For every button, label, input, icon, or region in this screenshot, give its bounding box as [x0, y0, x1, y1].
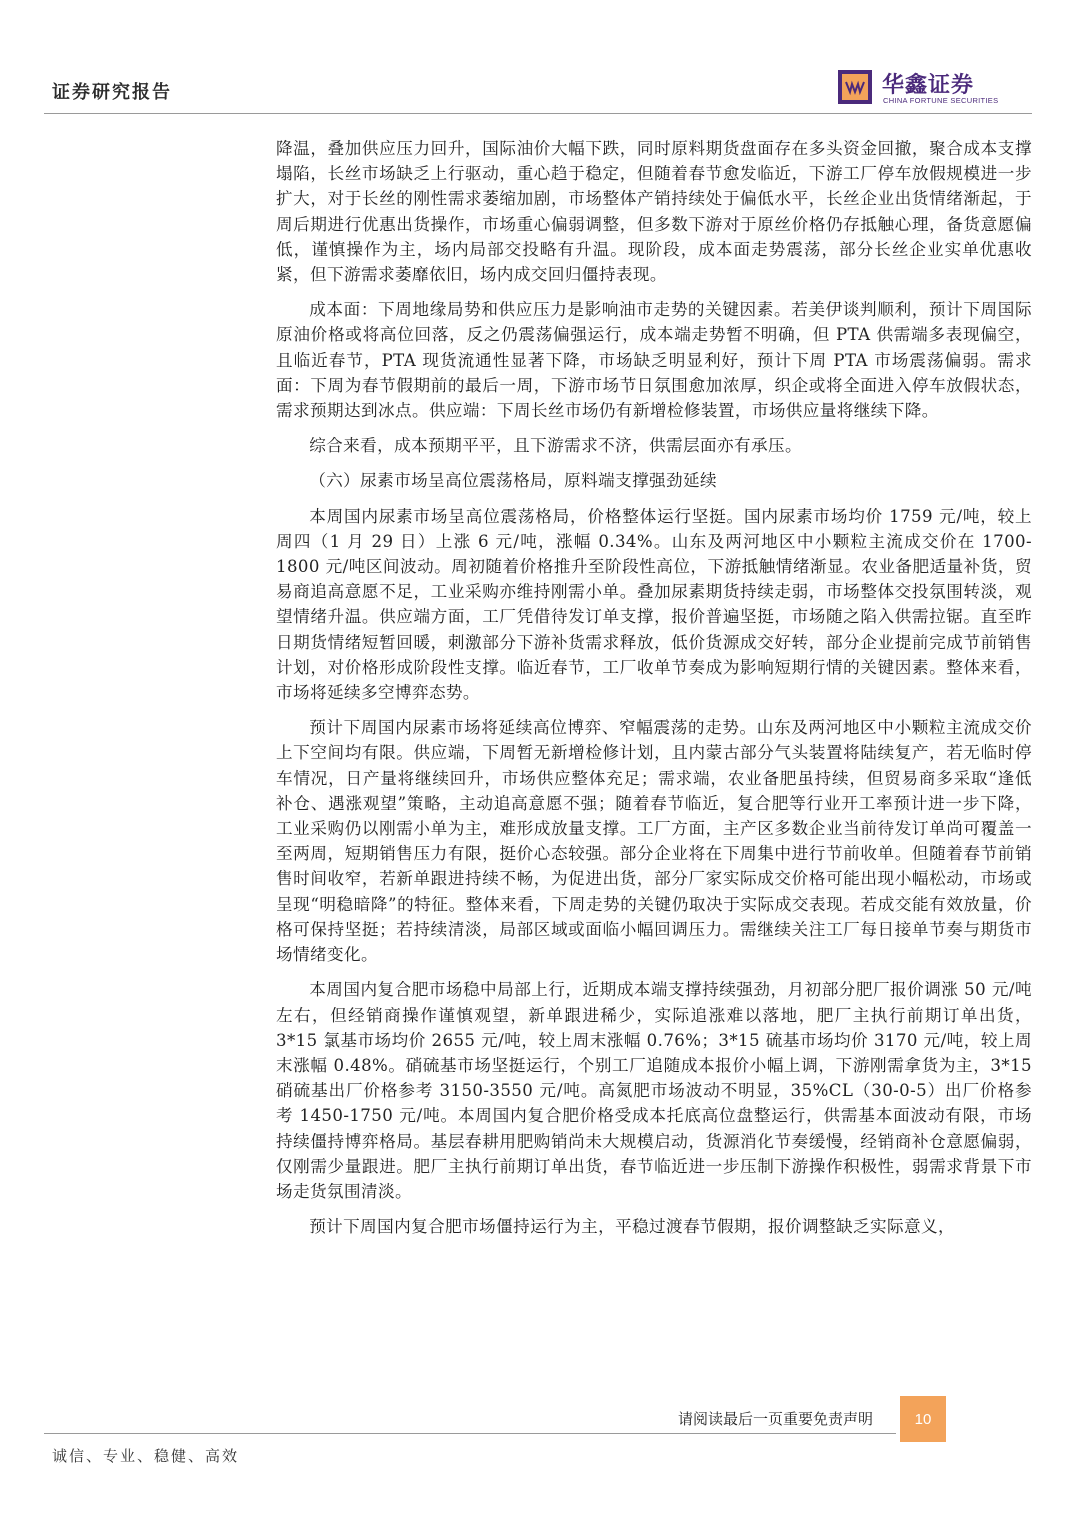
paragraph-urea-weekly: 本周国内尿素市场呈高位震荡格局，价格整体运行坚挺。国内尿素市场均价 1759 元/吨，较上周四（1 月 29 日）上涨 6 元/吨，涨幅 0.34%。山东及两河地区中小颗粒主流成交价在 1700-1800 元/吨区间波动。周初随着价格推升至阶段性高位，下游抵触情绪渐显。农业备肥适量补货，贸易商追高意愿不足，工业采购亦维持刚需小单。叠加尿素期货持续走弱，市场整体交投氛围转淡，观望情绪升温。供应端方面，工厂凭借待发订单支撑，报价普遍坚挺，市场随之陷入供需拉锯。直至昨日期货情绪短暂回暖，刺激部分下游补货需求释放，低价货源成交好转，部分企业提前完成节前销售计划，对价格形成阶段性支撑。临近春节，工厂收单节奏成为影响短期行情的关键因素。整体来看，市场将延续多空博弈态势。	[276, 506, 1032, 703]
paragraph-filament-market: 降温，叠加供应压力回升，国际油价大幅下跌，同时原料期货盘面存在多头资金回撤，聚合成本支撑塌陷，长丝市场缺乏上行驱动，重心趋于稳定，但随着春节愈发临近，下游工厂停车放假规模进一步扩大，对于长丝的刚性需求萎缩加剧，市场整体产销持续处于偏低水平，长丝企业出货情绪渐起，于周后期进行优惠出货操作，市场重心偏弱调整，但多数下游对于原丝价格仍存抵触心理，备货意愿偏低，谨慎操作为主，场内局部交投略有升温。现阶段，成本面走势震荡，部分长丝企业实单优惠收紧，但下游需求萎靡依旧，场内成交回归僵持表现。	[276, 139, 1032, 285]
paragraph-cost-outlook: 成本面：下周地缘局势和供应压力是影响油市走势的关键因素。若美伊谈判顺利，预计下周国际原油价格或将高位回落，反之仍震荡偏强运行，成本端走势暂不明确，但 PTA 供需端多表现偏空，且临近春节，PTA 现货流通性显著下降，市场缺乏明显利好，预计下周 PTA 市场震荡偏弱。需求面：下周为春节假期前的最后一周，下游市场节日氛围愈加浓厚，织企或将全面进入停车放假状态，需求预期达到冰点。供应端：下周长丝市场仍有新增检修装置，市场供应量将继续下降。	[276, 300, 1032, 421]
logo-english-name: CHINA FORTUNE SECURITIES	[883, 96, 999, 105]
company-logo	[838, 68, 1038, 108]
page-number: 10	[900, 1396, 946, 1442]
paragraph-urea-outlook: 预计下周国内尿素市场将延续高位博弈、窄幅震荡的走势。山东及两河地区中小颗粒主流成交价上下空间均有限。供应端，下周暂无新增检修计划，且内蒙古部分气头装置将陆续复产，若无临时停车情况，日产量将继续回升，市场供应整体充足；需求端，农业备肥虽持续，但贸易商多采取“逢低补仓、遇涨观望”策略，主动追高意愿不强；随着春节临近，复合肥等行业开工率预计进一步下降，工业采购仍以刚需小单为主，难形成放量支撑。工厂方面，主产区多数企业当前待发订单尚可覆盖一至两周，短期销售压力有限，挺价心态较强。部分企业将在下周集中进行节前收单。但随着春节前销售时间收窄，若新单跟进持续不畅，为促进出货，部分厂家实际成交价格可能出现小幅松动，市场或呈现“明稳暗降”的特征。整体来看，下周走势的关键仍取决于实际成交表现。若成交能有效放量，价格可保持坚挺；若持续清淡，局部区域或面临小幅回调压力。需继续关注工厂每日接单节奏与期货市场情绪变化。	[276, 718, 1032, 965]
section-heading-urea: （六）尿素市场呈高位震荡格局，原料端支撑强劲延续	[309, 471, 718, 491]
logo-mark-icon	[838, 70, 872, 104]
paragraph-compound-outlook: 预计下周国内复合肥市场僵持运行为主，平稳过渡春节假期，报价调整缺乏实际意义，	[309, 1217, 955, 1237]
report-body	[276, 136, 1032, 1249]
disclaimer-note: 请阅读最后一页重要免责声明	[678, 1410, 874, 1428]
company-motto: 诚信、专业、稳健、高效	[52, 1447, 240, 1465]
footer-divider	[44, 1433, 896, 1434]
logo-chinese-name: 华鑫证券	[882, 73, 975, 98]
report-type-label: 证券研究报告	[52, 82, 172, 103]
header-divider	[44, 113, 1032, 114]
paragraph-summary: 综合来看，成本预期平平，且下游需求不济，供需层面亦有承压。	[309, 436, 803, 456]
paragraph-compound-fertilizer: 本周国内复合肥市场稳中局部上行，近期成本端支撑持续强劲，月初部分肥厂报价调涨 50 元/吨左右，但经销商操作谨慎观望，新单跟进稀少，实际追涨难以落地，肥厂主执行前期订单出货， 3*15 氯基市场均价 2655 元/吨，较上周末涨幅 0.76%；3*15 硫基市场均价 3170 元/吨，较上周末涨幅 0.48%。硝硫基市场坚挺运行，个别工厂追随成本报价小幅上调，下游刚需拿货为主，3*15 硝硫基出厂价格参考 3150-3550 元/吨。高氮肥市场波动不明显，35%CL（30-0-5）出厂价格参考 1450-1750 元/吨。本周国内复合肥价格受成本托底高位盘整运行，供需基本面波动有限，市场持续僵持博弈格局。基层春耕用肥购销尚未大规模启动，货源消化节奏缓慢，经销商补仓意愿偏弱，仅刚需少量跟进。肥厂主执行前期订单出货，春节临近进一步压制下游操作积极性，弱需求背景下市场走货氛围清淡。	[276, 980, 1032, 1201]
page-header	[0, 0, 1080, 116]
